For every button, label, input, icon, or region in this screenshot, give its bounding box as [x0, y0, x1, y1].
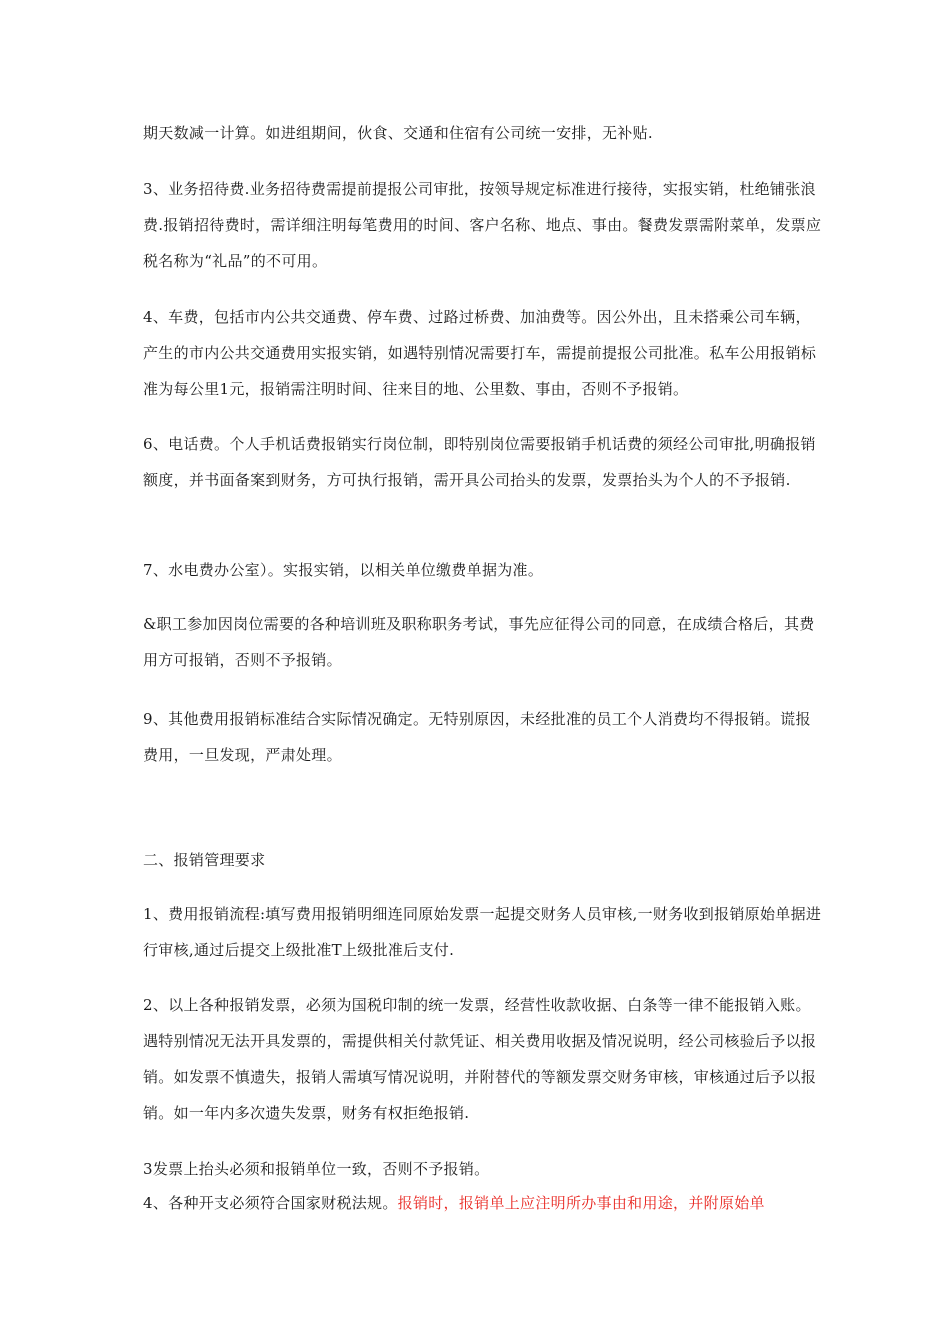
paragraph-phone-expense: 6、电话费。个人手机话费报销实行岗位制，即特别岗位需要报销手机话费的须经公司审批,明确报销额度，并书面备案到财务，方可执行报销，需开具公司抬头的发票，发票抬头为个人的不予报销. — [143, 435, 816, 489]
paragraph-entertainment-expense: 3、业务招待费.业务招待费需提前提报公司审批，按领导规定标准进行接待，实报实销，杜绝铺张浪费.报销招待费时，需详细注明每笔费用的时间、客户名称、地点、事由。餐费发票需附菜单，发票应税名称为“礼品”的不可用。 — [143, 180, 822, 270]
tax-compliance-text: 4、各种开支必须符合国家财税法规。 — [143, 1194, 398, 1212]
section-heading-reimbursement-requirements: 二、报销管理要求 — [143, 851, 266, 869]
paragraph-invoice-rules: 2、以上各种报销发票，必须为国税印制的统一发票，经营性收款收据、白条等一律不能报销入账。遇特别情况无法开具发票的，需提供相关付款凭证、相关费用收据及情况说明，经公司核验后予以报销。如发票不慎遗失，报销人需填写情况说明，并附替代的等额发票交财务审核，审核通过后予以报销。如一年内多次遗失发票，财务有权拒绝报销. — [143, 996, 817, 1122]
paragraph-vehicle-expense: 4、车费，包括市内公共交通费、停车费、过路过桥费、加油费等。因公外出，且未搭乘公司车辆，产生的市内公共交通费用实报实销，如遇特别情况需要打车，需提前提报公司批准。私车公用报销标准为每公里1元，报销需注明时间、往来目的地、公里数、事由，否则不予报销。 — [143, 308, 817, 398]
paragraph-other-expense: 9、其他费用报销标准结合实际情况确定。无特别原因，未经批准的员工个人消费均不得报销。谎报费用，一旦发现，严肃处理。 — [143, 710, 811, 764]
paragraph-utilities-expense: 7、水电费办公室）。实报实销，以相关单位缴费单据为准。 — [143, 561, 544, 579]
paragraph-invoice-title: 3发票上抬头必须和报销单位一致，否则不予报销。 — [143, 1160, 490, 1178]
paragraph-tax-compliance — [143, 1185, 823, 1221]
paragraph-training-expense: &职工参加因岗位需要的各种培训班及职称职务考试，事先应征得公司的同意，在成绩合格后，其费用方可报销，否则不予报销。 — [143, 615, 815, 669]
paragraph-reimbursement-process: 1、费用报销流程:填写费用报销明细连同原始发票一起提交财务人员审核,一财务收到报销原始单据进行审核,通过后提交上级批准T上级批准后支付. — [143, 905, 822, 959]
highlighted-instruction-text: 报销时，报销单上应注明所办事由和用途，并附原始单 — [397, 1194, 765, 1212]
paragraph-per-diem-end: 期天数减一计算。如进组期间，伙食、交通和住宿有公司统一安排，无补贴. — [143, 124, 653, 142]
